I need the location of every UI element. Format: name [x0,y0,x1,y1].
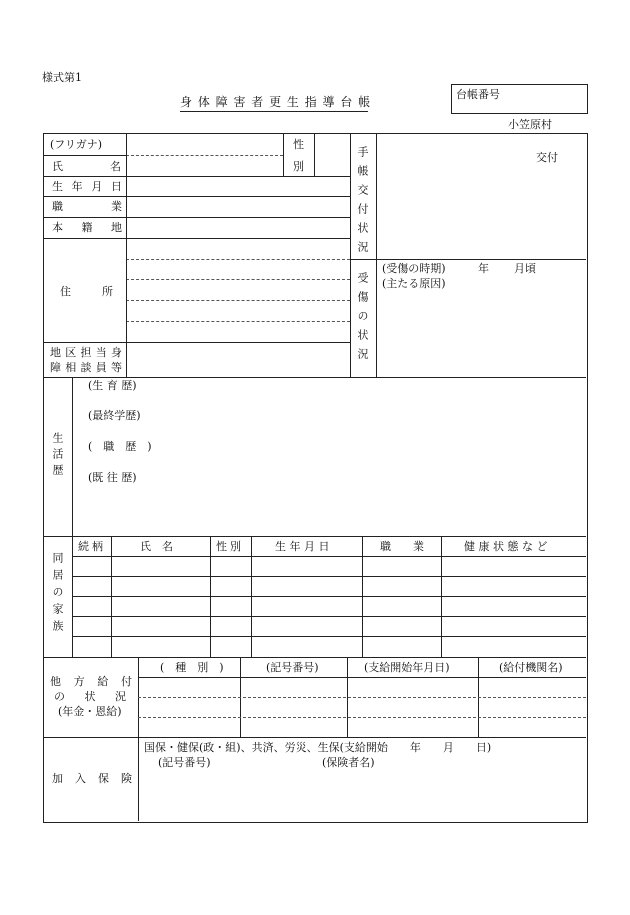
ledger-number-label: 台帳番号 [456,88,500,101]
upbringing-label: (生 育 歴) [88,379,137,392]
insurance-code-label: (記号番号) [158,756,211,769]
name-label-a: 氏 [52,160,63,173]
family-header-occupation: 職 業 [380,540,424,553]
title-underline [180,111,368,112]
insurance-label: 加 入 保 険 [52,772,132,785]
benefits-header-start: (支給開始年月日) [364,661,450,674]
benefits-label-2: の 状 況 [54,690,126,703]
injury-month-label: 月頃 [514,262,536,275]
life-history-label: 生活歴 [51,432,64,480]
family-label: 同居の家族 [51,552,64,637]
benefits-label-1: 他 方 給 付 [50,675,132,688]
district-counselor-label-2: 障 相 談 員 等 [50,361,122,374]
injury-status-label: 受傷の状況 [356,272,369,367]
family-header-name: 氏 名 [140,540,173,553]
furigana-label: (フリガナ) [50,138,103,151]
address-label-b: 所 [102,285,113,298]
issued-label: 交付 [536,151,558,164]
family-header-birth: 生 年 月 日 [275,540,330,553]
family-header-relation: 続柄 [78,540,106,553]
form-number: 様式第1 [42,71,82,84]
sex-label-b: 別 [293,160,304,173]
insurance-insurer-label: (保険者名) [322,756,375,769]
district-counselor-label-1: 地 区 担 当 身 [50,346,122,359]
page-title: 身 体 障 害 者 更 生 指 導 台 帳 [180,95,372,109]
birth-label: 生 年 月 日 [52,180,122,193]
education-label: (最終学歴) [88,409,141,422]
occupation-label: 職 業 [52,200,122,213]
village-name: 小笠原村 [508,118,552,131]
family-header-health: 健 康 状 態 な ど [464,540,548,553]
domicile-label: 本 籍 地 [52,221,122,234]
benefits-header-agency: (給付機関名) [499,661,563,674]
injury-period-label: (受傷の時期) [382,262,446,275]
medical-history-label: (既 往 歴) [88,471,137,484]
family-header-sex: 性別 [216,540,244,553]
benefits-header-type: ( 種 別 ) [160,661,224,674]
injury-cause-label: (主たる原因) [382,277,446,290]
insurance-types: 国保・健保(政・組)、共済、労災、生保(支給開始 年 月 日) [144,741,492,754]
injury-year-label: 年 [478,262,489,275]
work-history-label: ( 職 歴 ) [88,440,152,453]
benefits-header-code: (記号番号) [266,661,319,674]
notebook-status-label: 手帳交付状況 [356,146,369,260]
sex-label-a: 性 [293,138,304,151]
benefits-label-3: (年金・恩給) [58,705,122,718]
name-label-b: 名 [110,160,121,173]
address-label-a: 住 [60,285,71,298]
